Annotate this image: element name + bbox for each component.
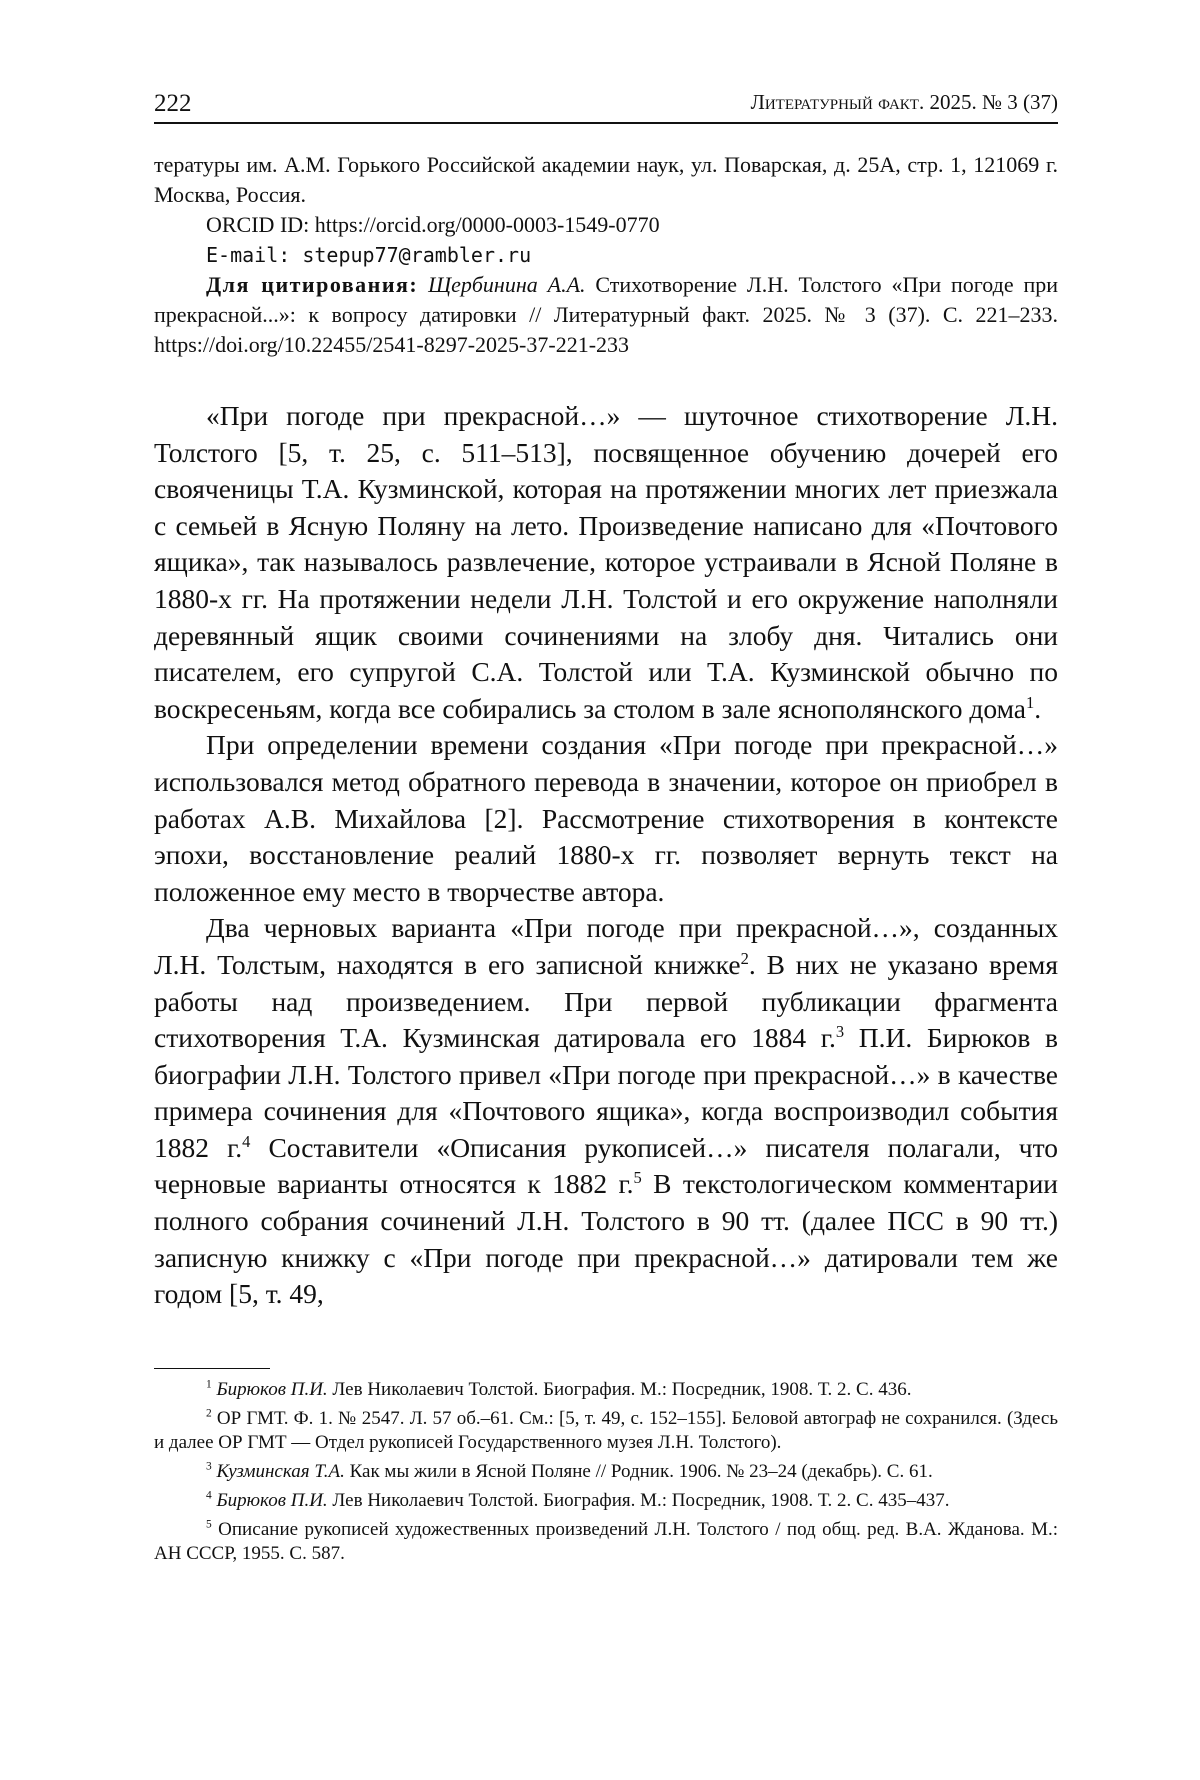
footnote-number: 3 [206, 1460, 212, 1473]
citation-block [154, 270, 1058, 360]
footnote-number: 2 [206, 1407, 212, 1420]
paragraph-3-text-e: В текстологическом комментарии полного собрания сочинений Л.Н. Толстого в 90 тт. (далее ПСС в 90 тт.) записную книжку с «При погоде при прекрасной…» датировали тем же годом [5, т. 49, [154, 1168, 1059, 1310]
footnote-ref-4: 4 [242, 1131, 251, 1151]
footnote-text: Лев Николаевич Толстой. Биография. М.: Посредник, 1908. Т. 2. С. 435–437. [332, 1490, 950, 1511]
footnote-ref-1: 1 [1026, 692, 1035, 712]
footnote-text: Описание рукописей художественных произведений Л.Н. Толстого / под общ. ред. В.А. Жданова. М.: АН СССР, 1955. С. 587. [154, 1519, 1059, 1564]
footnote-author: Бирюков П.И. [216, 1490, 328, 1511]
footnote-1 [154, 1378, 1058, 1402]
citation-text: Стихотворение Л.Н. Толстого «При погоде при прекрасной...»: к вопросу датировки // Литературный факт. 2025. № 3 (37). С. 221–233. https://doi.org/10.22455/2541-8297-2025-37-221-233 [154, 272, 1059, 357]
author-meta [154, 150, 1058, 360]
footnote-text: Как мы жили в Ясной Поляне // Родник. 1906. № 23–24 (декабрь). С. 61. [349, 1461, 933, 1482]
footnote-number: 4 [206, 1489, 212, 1502]
paragraph-2: При определении времени создания «При погоде при прекрасной…» использовался метод обратного перевода в значении, которое он приобрел в работах А.В. Михайлова [2]. Рассмотрение стихотворения в контексте эпохи, восстановление реалий 1880-х гг. позволяет вернуть текст на положенное ему место в творчестве автора. [154, 729, 1058, 907]
footnote-3 [154, 1460, 1058, 1484]
footnote-4 [154, 1489, 1058, 1513]
paragraph-3-text-b: . В них не указано время работы над произведением. При первой публикации фрагмента стихотворения Т.А. Кузминская датировала его 1884 г. [154, 948, 1058, 1054]
footnote-number: 5 [206, 1518, 212, 1531]
footnote-5 [154, 1518, 1058, 1566]
footnote-2 [154, 1407, 1058, 1455]
paragraph-3 [154, 910, 1058, 1313]
footnote-text: ОР ГМТ. Ф. 1. № 2547. Л. 57 об.–61. См.: [5, т. 49, с. 152–155]. Беловой автограф не сохранился. (Здесь и далее ОР ГМТ — Отдел рукописей Государственного музея Л.Н. Толстого). [154, 1408, 1058, 1453]
paragraph-3-text-a: Два черновых варианта «При погоде при прекрасной…», созданных Л.Н. Толстым, находятся в его записной книжке [154, 912, 1058, 980]
paragraph-1: «При погоде при прекрасной…» — шуточное стихотворение Л.Н. Толстого [5, т. 25, с. 511–513], посвященное обучению дочерей его свояченицы Т.А. Кузминской, которая на протяжении многих лет приезжала с семьей в Ясную Поляну на лето. Произведение написано для «Почтового ящика», так называлось развлечение, которое устраивали в Ясной Поляне в 1880-х гг. На протяжении недели Л.Н. Толстой и его окружение наполняли деревянный ящик своими сочинениями на злобу дня. Читались они писателем, его супругой С.А. Толстой или Т.А. Кузминской обычно по воскресеньям, когда все собирались за столом в зале яснополянского дома$^1$. [154, 400, 1058, 724]
orcid-line: ORCID ID: https://orcid.org/0000-0003-1549-0770 [206, 212, 660, 237]
page-number: 222 [154, 90, 192, 117]
footnote-author: Бирюков П.И. [216, 1379, 328, 1400]
footnote-ref-5: 5 [633, 1168, 642, 1188]
footnotes [154, 1378, 1058, 1571]
citation-author: Щербинина А.А. [428, 272, 586, 297]
footnote-text: Лев Николаевич Толстой. Биография. М.: Посредник, 1908. Т. 2. С. 436. [332, 1379, 912, 1400]
article-body [154, 398, 1058, 1313]
footnote-ref-2: 2 [740, 948, 749, 968]
footnote-ref-3: 3 [835, 1021, 845, 1041]
paragraph-3-text-c: П.И. Бирюков в биографии Л.Н. Толстого привел «При погоде при прекрасной…» в качестве примера сочинения для «Почтового ящика», когда воспроизводил события 1882 г. [154, 1022, 1058, 1163]
footnote-number: 1 [206, 1378, 212, 1391]
citation-label: Для цитирования: [206, 272, 419, 297]
page-header [154, 82, 1058, 124]
footnote-author: Кузминская Т.А. [216, 1461, 345, 1482]
paragraph-1-text: «При погоде при прекрасной…» — шуточное стихотворение Л.Н. Толстого [5, т. 25, с. 511–513], посвященное обучению дочерей его свояченицы Т.А. Кузминской, которая на протяжении многих лет приезжала с семьей в Ясную Поляну на лето. Произведение написано для «Почтового ящика», так называлось развлечение, которое устраивали в Ясной Поляне в 1880-х гг. На протяжении недели Л.Н. Толстой и его окружение наполняли деревянный ящик своими сочинениями на злобу дня. Читались они писателем, его супругой С.А. Толстой или Т.А. Кузминской обычно по воскресеньям, когда все собирались за столом в зале яснополянского дома [154, 400, 1058, 724]
email-line: E-mail: stepup77@rambler.ru [206, 243, 532, 267]
running-title: Литературный факт. 2025. № 3 (37) [750, 90, 1058, 114]
affiliation: тературы им. А.М. Горького Российской академии наук, ул. Поварская, д. 25А, стр. 1, 121069 г. Москва, Россия. [154, 152, 1058, 207]
paragraph-3-text-d: Составители «Описания рукописей…» писателя полагали, что черновые варианты относятся к 1882 г. [154, 1131, 1059, 1200]
footnote-divider [154, 1368, 270, 1369]
